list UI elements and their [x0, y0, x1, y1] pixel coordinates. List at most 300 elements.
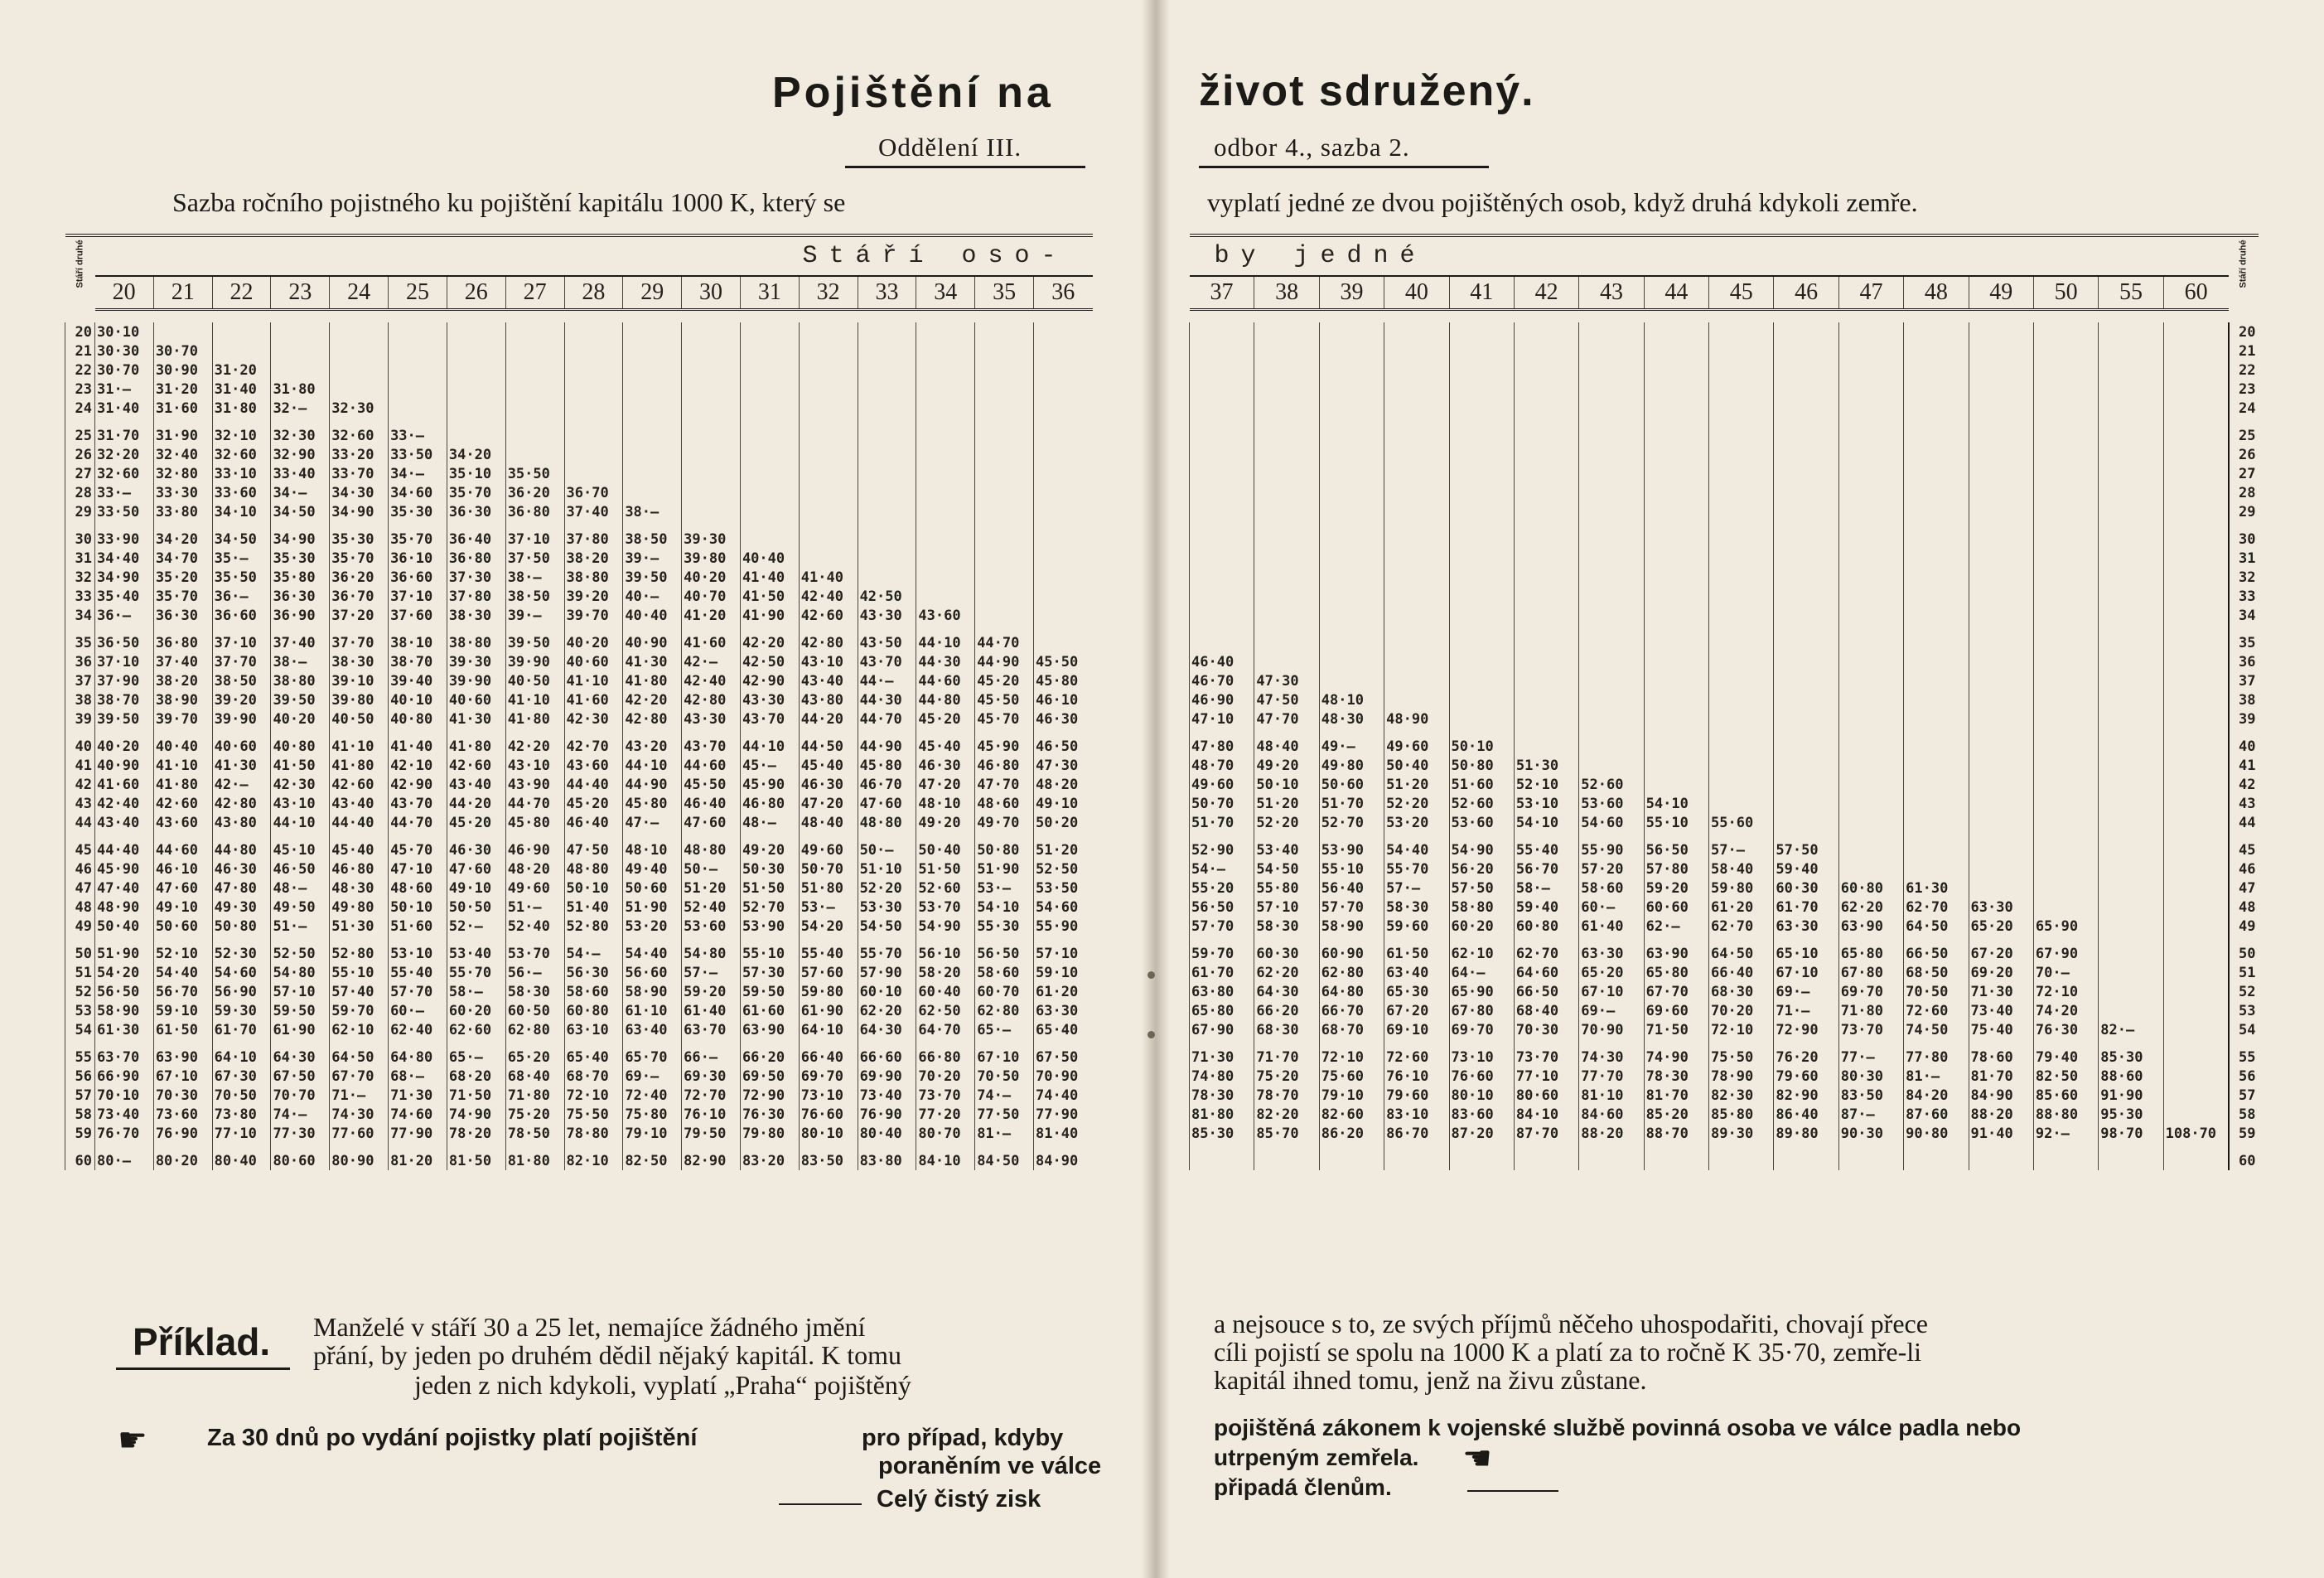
rate-cell: 54·40	[623, 936, 682, 963]
rate-cell	[916, 445, 975, 464]
rate-cell	[1774, 549, 1838, 568]
rate-cell	[1034, 483, 1093, 502]
table-row	[1190, 775, 2259, 794]
table-row	[65, 1124, 1093, 1143]
rate-cell: 51·20	[1254, 794, 1319, 813]
rate-cell: 51·90	[95, 936, 154, 963]
rate-cell: 77·30	[271, 1124, 330, 1143]
column-header: 28	[564, 276, 623, 310]
rate-cell: 38·70	[389, 652, 447, 671]
rate-cell	[2163, 1067, 2228, 1086]
rate-cell	[2163, 963, 2228, 982]
rate-cell: 48·20	[505, 859, 564, 879]
rate-cell: 54·10	[1644, 794, 1708, 813]
rate-cell: 85·30	[1190, 1124, 1254, 1143]
rate-cell	[1319, 606, 1384, 625]
rate-cell: 70·90	[1034, 1067, 1093, 1086]
rate-cell	[2033, 625, 2098, 652]
rate-cell: 67·10	[1579, 982, 1644, 1001]
rate-cell	[2099, 879, 2163, 898]
rate-cell: 45·20	[975, 671, 1034, 690]
page-title-right: život sdružený.	[1199, 67, 1535, 115]
rate-cell	[1579, 625, 1644, 652]
rate-cell: 45·70	[975, 709, 1034, 728]
rate-cell: 38·30	[330, 652, 389, 671]
rate-cell	[799, 418, 858, 445]
rate-cell	[1384, 445, 1449, 464]
title-rule	[845, 166, 1085, 168]
rate-cell: 62·80	[975, 1001, 1034, 1020]
rate-cell: 51·80	[799, 879, 858, 898]
row-age: 42	[2229, 775, 2259, 794]
table-row	[65, 418, 1093, 445]
row-age: 22	[65, 361, 95, 380]
rate-cell	[1579, 549, 1644, 568]
rate-cell: 40·20	[682, 568, 741, 587]
rate-cell: 43·50	[858, 625, 916, 652]
rate-cell: 50·50	[447, 898, 505, 917]
rate-cell	[1969, 859, 2033, 879]
rate-cell: 42·70	[564, 728, 623, 756]
rate-cell: 53·20	[623, 917, 682, 936]
rate-cell: 35·70	[330, 549, 389, 568]
rate-cell: 62·60	[447, 1020, 505, 1039]
rate-cell	[1579, 483, 1644, 502]
rate-cell: 53·10	[1514, 794, 1578, 813]
rate-cell	[1514, 625, 1578, 652]
rate-cell: 45·50	[975, 690, 1034, 709]
rate-cell: 32·60	[212, 445, 271, 464]
rate-cell: 45·80	[858, 756, 916, 775]
rate-cell: 42·50	[858, 587, 916, 606]
row-age: 41	[65, 756, 95, 775]
rate-cell: 57·10	[271, 982, 330, 1001]
rate-cell: 48·60	[389, 879, 447, 898]
rate-cell	[916, 418, 975, 445]
rate-cell	[916, 521, 975, 549]
rate-cell	[975, 606, 1034, 625]
rate-cell	[1644, 756, 1708, 775]
rate-cell: 39·40	[389, 671, 447, 690]
rate-cell: 79·10	[623, 1124, 682, 1143]
rate-cell: 69·—	[1774, 982, 1838, 1001]
row-age: 40	[2229, 728, 2259, 756]
rate-cell	[1904, 671, 1969, 690]
rate-cell: 33·90	[95, 521, 154, 549]
rate-cell: 51·20	[1034, 832, 1093, 859]
rate-cell: 77·10	[212, 1124, 271, 1143]
column-header: 49	[1969, 276, 2033, 310]
rate-cell: 43·60	[564, 756, 623, 775]
rate-cell: 30·10	[95, 322, 154, 341]
table-row	[65, 917, 1093, 936]
rate-cell: 43·60	[153, 813, 212, 832]
rate-cell: 71·30	[389, 1086, 447, 1105]
row-age: 32	[2229, 568, 2259, 587]
rate-cell: 80·20	[153, 1143, 212, 1170]
rate-cell: 51·—	[271, 917, 330, 936]
rate-cell: 41·80	[623, 671, 682, 690]
rate-cell	[1190, 483, 1254, 502]
rate-cell	[2033, 380, 2098, 399]
rate-cell	[389, 361, 447, 380]
rate-cell	[271, 322, 330, 341]
rate-cell: 73·40	[95, 1105, 154, 1124]
rate-cell: 60·20	[447, 1001, 505, 1020]
rate-cell	[1838, 380, 1903, 399]
row-age: 45	[65, 832, 95, 859]
rate-cell	[2163, 1020, 2228, 1039]
row-age: 21	[2229, 341, 2259, 361]
rate-cell	[1254, 568, 1319, 587]
rate-cell: 70·20	[916, 1067, 975, 1086]
rate-cell	[1904, 813, 1969, 832]
rate-cell	[2099, 709, 2163, 728]
rate-cell: 54·80	[682, 936, 741, 963]
rate-cell: 38·10	[389, 625, 447, 652]
rate-cell: 71·80	[1838, 1001, 1903, 1020]
rate-cell	[1514, 521, 1578, 549]
rate-cell: 33·80	[153, 502, 212, 521]
rate-cell	[1969, 1143, 2033, 1170]
rate-cell: 82·60	[1319, 1105, 1384, 1124]
rate-cell: 48·30	[1319, 709, 1384, 728]
rate-cell	[1384, 606, 1449, 625]
rate-cell: 48·90	[1384, 709, 1449, 728]
rate-cell: 72·90	[1774, 1020, 1838, 1039]
rate-cell	[1319, 399, 1384, 418]
rate-cell	[2163, 322, 2228, 341]
rate-cell: 71·70	[1254, 1039, 1319, 1067]
rate-cell: 61·20	[1709, 898, 1774, 917]
rate-cell	[1190, 568, 1254, 587]
rate-cell	[1838, 1143, 1903, 1170]
rate-cell: 84·90	[1969, 1086, 2033, 1105]
rate-cell: 36·90	[271, 606, 330, 625]
rate-cell: 47·70	[975, 775, 1034, 794]
rate-cell	[1709, 380, 1774, 399]
rate-cell	[682, 399, 741, 418]
rate-cell	[2163, 549, 2228, 568]
rate-cell: 33·70	[330, 464, 389, 483]
row-age: 55	[2229, 1039, 2259, 1067]
rate-cell: 55·80	[1254, 879, 1319, 898]
rate-cell: 45·40	[799, 756, 858, 775]
rate-cell: 71·30	[1190, 1039, 1254, 1067]
rate-cell: 54·60	[1034, 898, 1093, 917]
rate-cell: 32·10	[212, 418, 271, 445]
rate-cell: 45·40	[916, 728, 975, 756]
table-row	[1190, 1001, 2259, 1020]
rate-cell: 47·80	[212, 879, 271, 898]
rate-cell: 66·90	[95, 1067, 154, 1086]
rate-cell: 58·—	[447, 982, 505, 1001]
rate-cell: 53·50	[1034, 879, 1093, 898]
rate-cell: 55·10	[1644, 813, 1708, 832]
row-age: 44	[2229, 813, 2259, 832]
rate-cell: 85·30	[2099, 1039, 2163, 1067]
rate-cell: 38·50	[623, 521, 682, 549]
rate-cell	[1579, 1143, 1644, 1170]
rate-cell: 67·50	[271, 1067, 330, 1086]
rate-cell: 34·70	[153, 549, 212, 568]
rate-cell	[1034, 361, 1093, 380]
rate-cell: 83·20	[740, 1143, 799, 1170]
rate-cell: 31·40	[212, 380, 271, 399]
rate-cell: 55·90	[1579, 832, 1644, 859]
column-header: 55	[2099, 276, 2163, 310]
column-header: 24	[330, 276, 389, 310]
rate-cell	[1514, 418, 1578, 445]
rate-cell: 36·30	[153, 606, 212, 625]
rate-cell: 80·30	[1838, 1067, 1903, 1086]
rate-cell: 42·20	[623, 690, 682, 709]
rate-cell	[564, 445, 623, 464]
table-row	[1190, 464, 2259, 483]
rate-cell	[1774, 728, 1838, 756]
rate-cell: 51·70	[1190, 813, 1254, 832]
rate-cell: 87·20	[1449, 1124, 1514, 1143]
rate-cell: 42·40	[799, 587, 858, 606]
rate-cell	[1774, 464, 1838, 483]
rate-cell: 86·40	[1774, 1105, 1838, 1124]
rate-cell: 50·10	[1449, 728, 1514, 756]
rate-cell	[1319, 464, 1384, 483]
table-row	[1190, 1105, 2259, 1124]
rate-cell	[682, 380, 741, 399]
rate-cell: 50·60	[153, 917, 212, 936]
rate-cell	[799, 445, 858, 464]
rate-cell: 51·50	[740, 879, 799, 898]
table-row	[65, 521, 1093, 549]
rate-cell: 41·50	[740, 587, 799, 606]
row-age: 26	[2229, 445, 2259, 464]
row-age: 32	[65, 568, 95, 587]
rate-cell	[2163, 1039, 2228, 1067]
row-age: 59	[65, 1124, 95, 1143]
rate-cell: 66·50	[1514, 982, 1578, 1001]
rate-cell: 68·40	[1514, 1001, 1578, 1020]
rate-cell: 59·10	[153, 1001, 212, 1020]
rate-cell	[1904, 775, 1969, 794]
rate-cell: 49·70	[975, 813, 1034, 832]
rate-cell: 36·30	[271, 587, 330, 606]
column-header: 33	[858, 276, 916, 310]
rate-cell: 30·70	[95, 361, 154, 380]
rate-cell	[1904, 549, 1969, 568]
column-header: 42	[1514, 276, 1578, 310]
rate-cell: 55·20	[1190, 879, 1254, 898]
rate-cell: 51·70	[1319, 794, 1384, 813]
table-row	[65, 549, 1093, 568]
rate-cell	[858, 361, 916, 380]
row-age: 34	[65, 606, 95, 625]
rate-cell: 36·60	[389, 568, 447, 587]
table-row	[1190, 756, 2259, 775]
rate-cell	[623, 464, 682, 483]
rate-cell: 75·50	[564, 1105, 623, 1124]
rate-cell: 59·50	[740, 982, 799, 1001]
rate-cell: 46·40	[564, 813, 623, 832]
table-row	[65, 794, 1093, 813]
rate-cell	[1449, 1143, 1514, 1170]
rate-cell: 83·60	[1449, 1105, 1514, 1124]
rate-cell: 63·30	[1034, 1001, 1093, 1020]
rate-cell	[2099, 652, 2163, 671]
rate-cell: 46·50	[1034, 728, 1093, 756]
rate-cell: 60·—	[1579, 898, 1644, 917]
rate-cell: 33·50	[389, 445, 447, 464]
rate-cell	[1838, 775, 1903, 794]
rate-cell	[1838, 794, 1903, 813]
table-row	[65, 1105, 1093, 1124]
table-row	[65, 322, 1093, 341]
rate-cell: 44·20	[447, 794, 505, 813]
rate-cell	[1969, 380, 2033, 399]
rate-cell: 42·50	[740, 652, 799, 671]
rate-cell	[1190, 380, 1254, 399]
rate-cell	[330, 341, 389, 361]
rate-cell	[2163, 606, 2228, 625]
rate-cell: 45·50	[1034, 652, 1093, 671]
rate-cell: 52·90	[1190, 832, 1254, 859]
rate-cell: 48·10	[623, 832, 682, 859]
rate-cell: 64·—	[1449, 963, 1514, 982]
rate-cell	[1969, 775, 2033, 794]
rate-cell: 34·10	[212, 502, 271, 521]
rate-cell: 47·70	[1254, 709, 1319, 728]
table-row	[1190, 690, 2259, 709]
rate-cell: 54·90	[916, 917, 975, 936]
rate-cell: 81·20	[389, 1143, 447, 1170]
rate-cell	[2033, 464, 2098, 483]
rate-cell	[916, 483, 975, 502]
rate-cell	[1190, 549, 1254, 568]
rate-cell: 65·70	[623, 1039, 682, 1067]
rate-cell	[1774, 756, 1838, 775]
table-row	[65, 690, 1093, 709]
row-age: 21	[65, 341, 95, 361]
rate-cell	[1449, 521, 1514, 549]
rate-cell: 38·—	[505, 568, 564, 587]
rate-cell: 40·40	[740, 549, 799, 568]
rate-cell: 78·70	[1254, 1086, 1319, 1105]
rate-cell	[1644, 483, 1708, 502]
rate-cell	[1644, 549, 1708, 568]
rate-cell: 56·50	[1190, 898, 1254, 917]
rate-cell: 41·50	[271, 756, 330, 775]
rate-cell: 69·—	[623, 1067, 682, 1086]
rate-cell	[1838, 502, 1903, 521]
table-row	[1190, 483, 2259, 502]
rate-cell	[1644, 652, 1708, 671]
rate-cell	[1579, 521, 1644, 549]
rate-cell	[1514, 652, 1578, 671]
rate-cell	[1904, 502, 1969, 521]
rate-cell: 72·10	[2033, 982, 2098, 1001]
rate-cell: 82·—	[2099, 1020, 2163, 1039]
row-age: 52	[65, 982, 95, 1001]
row-age: 52	[2229, 982, 2259, 1001]
table-row	[65, 1001, 1093, 1020]
intro-text-right: vyplatí jedné ze dvou pojištěných osob, když druhá kdykoli zemře.	[1207, 187, 1918, 217]
rate-cell: 44·90	[623, 775, 682, 794]
rate-cell: 55·10	[740, 936, 799, 963]
rate-cell: 39·30	[447, 652, 505, 671]
rate-cell: 50·—	[858, 832, 916, 859]
rate-cell: 84·20	[1904, 1086, 1969, 1105]
table-row	[65, 671, 1093, 690]
rate-cell	[2099, 380, 2163, 399]
rate-cell: 70·30	[153, 1086, 212, 1105]
rate-cell: 38·20	[153, 671, 212, 690]
rate-cell	[2099, 832, 2163, 859]
rate-cell: 39·—	[623, 549, 682, 568]
rate-cell: 48·40	[1254, 728, 1319, 756]
rate-cell: 49·—	[1319, 728, 1384, 756]
rate-cell: 55·70	[858, 936, 916, 963]
rate-cell	[1904, 652, 1969, 671]
rate-cell: 31·—	[95, 380, 154, 399]
rate-cell: 44·60	[916, 671, 975, 690]
rate-cell	[1644, 380, 1708, 399]
rate-cell	[447, 418, 505, 445]
rate-cell	[1838, 606, 1903, 625]
rate-cell: 34·90	[95, 568, 154, 587]
rate-cell	[1709, 794, 1774, 813]
rate-cell: 56·—	[505, 963, 564, 982]
rate-cell: 48·30	[330, 879, 389, 898]
rate-cell: 48·10	[916, 794, 975, 813]
rate-cell: 43·10	[505, 756, 564, 775]
right-note-line-3: připadá členům.	[1214, 1474, 1392, 1500]
rate-cell	[1838, 832, 1903, 859]
rate-cell: 46·30	[799, 775, 858, 794]
rate-cell	[740, 380, 799, 399]
rate-cell: 70·90	[1579, 1020, 1644, 1039]
rate-cell	[2099, 445, 2163, 464]
rate-cell	[2033, 502, 2098, 521]
rate-cell: 50·70	[1190, 794, 1254, 813]
rate-cell: 70·20	[1709, 1001, 1774, 1020]
rate-cell: 41·10	[505, 690, 564, 709]
rate-cell	[858, 549, 916, 568]
rate-cell	[1709, 709, 1774, 728]
rate-cell: 70·10	[95, 1086, 154, 1105]
rate-cell: 51·30	[1514, 756, 1578, 775]
row-age: 31	[65, 549, 95, 568]
rate-cell	[1579, 728, 1644, 756]
rate-cell	[505, 399, 564, 418]
rate-cell: 36·80	[153, 625, 212, 652]
rate-cell	[1644, 625, 1708, 652]
rate-cell	[1190, 1143, 1254, 1170]
rate-cell	[1774, 399, 1838, 418]
rate-cell	[1190, 418, 1254, 445]
rate-cell	[1254, 549, 1319, 568]
rate-cell	[1319, 521, 1384, 549]
rate-cell	[1969, 728, 2033, 756]
row-age: 39	[2229, 709, 2259, 728]
rate-cell: 41·80	[330, 756, 389, 775]
row-age: 40	[65, 728, 95, 756]
rate-cell: 87·70	[1514, 1124, 1578, 1143]
rate-cell: 70·30	[1514, 1020, 1578, 1039]
rate-cell	[1644, 502, 1708, 521]
rate-cell	[1514, 502, 1578, 521]
rate-cell: 91·40	[1969, 1124, 2033, 1143]
rate-cell	[2099, 606, 2163, 625]
